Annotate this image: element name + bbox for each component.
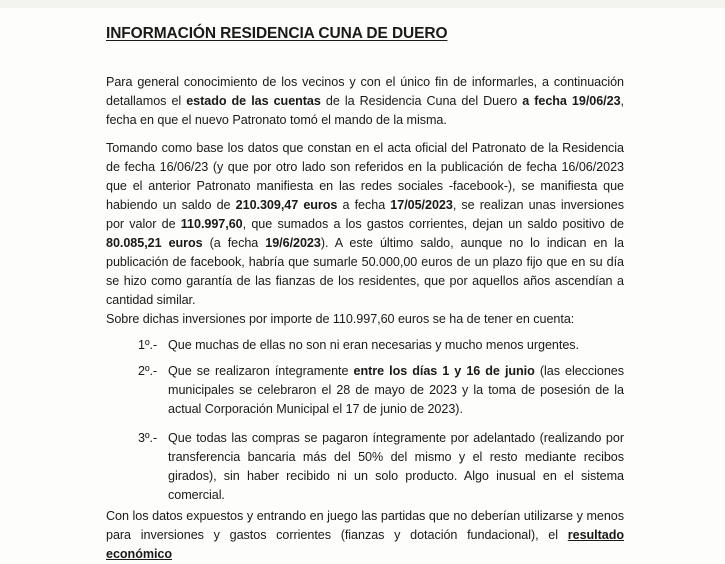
underlined-run: resultado económico (106, 528, 624, 561)
paragraph-intro (106, 73, 624, 130)
bold-run: a fecha 19/06/23 (522, 94, 621, 108)
text-run: Para general conocimiento de los vecinos y con el único fin de informarles, a continuación detallamos el (106, 75, 624, 108)
bold-run: 80.085,21 euros (106, 236, 203, 250)
list-item-number: 3º.- (138, 431, 158, 445)
text-run: Que muchas de ellas no son ni eran necesarias y mucho menos urgentes. (168, 338, 579, 352)
text-run: de la Residencia Cuna del Duero (320, 94, 523, 108)
text-run: (las elecciones municipales se celebraron el 28 de mayo de 2023 y la toma de posesión de la actual Corporación Municipal el 17 de junio de 2023). (168, 364, 625, 416)
text-run: Tomando como base los datos que constan en el acta oficial del Patronato de la Residencia de fecha 16/06/23 (y que por otro lado son referidos en la publicación de fecha 16/06/2023 que el anterior Patronato manifiesta en las redes sociales -facebook-), se manifiesta que habiendo un saldo de (106, 141, 624, 212)
text-run: , fecha en que el nuevo Patronato tomó el mando de la misma. (106, 94, 624, 127)
text-run: (a fecha (202, 236, 266, 250)
text-run: ). A este último saldo, aunque no lo indican en la publicación de facebook, habría que sumarle 50.000,00 euros de un plazo fijo que en su día se hizo como garantía de las fianzas de los residentes, que por aquellos años ascendían a cantidad similar. (106, 236, 625, 307)
list-item-text (168, 336, 624, 355)
bold-run: entre los días 1 y 16 de junio (353, 364, 535, 378)
bold-run: estado de las cuentas (186, 94, 321, 108)
text-run: Que todas las compras se pagaron íntegramente por adelantado (realizando por transferencia bancaria más del 50% del mismo y el resto mediante recibos girados), sin haber recibido ni un solo producto. Algo inusual en el sistema comercial. (168, 431, 624, 502)
list-item-number: 1º.- (138, 338, 158, 352)
paragraph-conclusion (106, 507, 624, 564)
list-item (138, 362, 624, 419)
list-item-number: 2º.- (138, 364, 158, 378)
document-title: INFORMACIÓN RESIDENCIA CUNA DE DUERO (106, 25, 448, 42)
text-run: , se realizan unas inversiones por valor de (106, 198, 624, 231)
list-item (138, 429, 624, 505)
list-item (138, 336, 624, 355)
paragraph-investments: Sobre dichas inversiones por importe de 110.997,60 euros se ha de tener en cuenta: (106, 312, 575, 326)
list-item-text (168, 362, 624, 419)
bold-run: 210.309,47 euros (235, 198, 338, 212)
bold-run: 110.997,60 (180, 217, 243, 231)
paragraph-balance (106, 139, 624, 310)
bold-run: 17/05/2023 (390, 198, 453, 212)
list-item-text (168, 429, 624, 505)
text-run: , que sumados a los gastos corrientes, dejan un saldo positivo de (242, 217, 624, 231)
text-run: Con los datos expuestos y entrando en juego las partidas que no deberían utilizarse y menos para inversiones y gastos corrientes (fianzas y dotación fundacional), el (106, 509, 624, 542)
bold-run: 19/6/2023 (265, 236, 321, 250)
text-run: Que se realizaron íntegramente (168, 364, 354, 378)
text-run: a fecha (337, 198, 391, 212)
top-edge (0, 0, 725, 8)
